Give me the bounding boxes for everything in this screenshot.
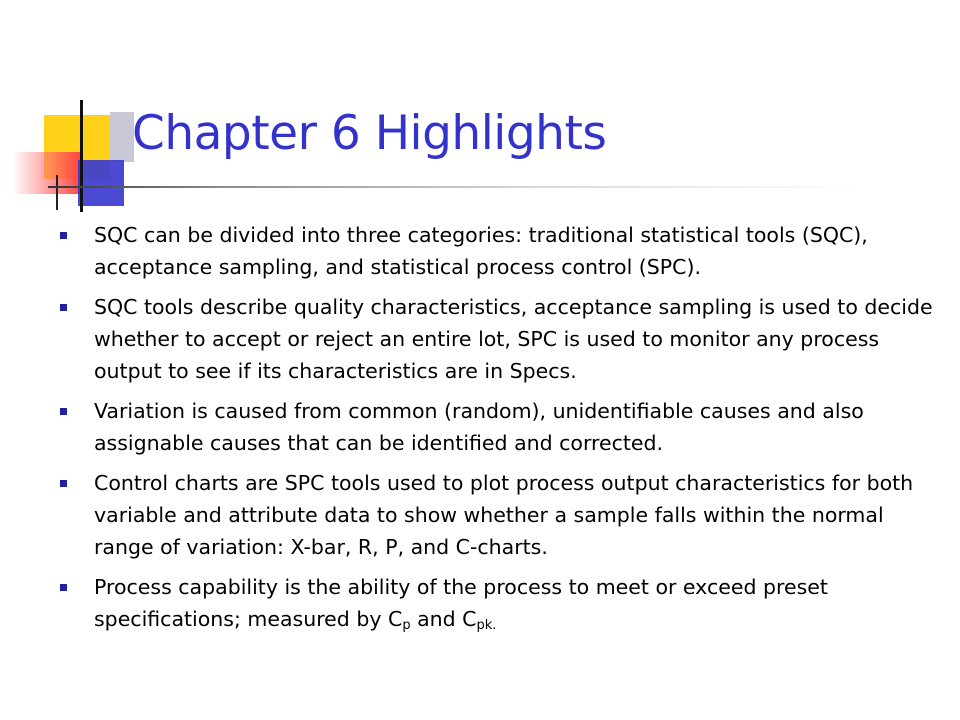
bullet-item [60, 219, 940, 283]
bullet-square-icon [60, 304, 67, 311]
bullet-square-icon [60, 408, 67, 415]
bullet-list [60, 219, 940, 650]
bullet-text: Control charts are SPC tools used to plot process output characteristics for both variable and attribute data to show whether a sample falls within the normal range of variation: X-bar, R, P, and C-charts. [94, 471, 914, 559]
bullet-text: Variation is caused from common (random), unidentifiable causes and also assignable causes that can be identified and corrected. [94, 399, 864, 455]
slide-title: Chapter 6 Highlights [132, 106, 607, 161]
title-underline [48, 186, 860, 188]
bullet-text: SQC tools describe quality characteristics, acceptance sampling is used to decide whether to accept or reject an entire lot, SPC is used to monitor any process output to see if its characteristics are in Specs. [94, 295, 933, 383]
bullet-square-icon [60, 584, 67, 591]
logo-blue-square [78, 160, 124, 206]
bullet-square-icon [60, 232, 67, 239]
bullet-square-icon [60, 480, 67, 487]
bullet-item [60, 571, 940, 642]
subscript-pk: pk. [476, 618, 497, 633]
bullet-item [60, 291, 940, 387]
bullet-text-before: Process capability is the ability of the process to meet or exceed preset specifications; measured by C [94, 575, 828, 631]
bullet-text: SQC can be divided into three categories: traditional statistical tools (SQC), acceptance sampling, and statistical process control (SPC). [94, 223, 868, 279]
logo-vertical-line-short [56, 175, 58, 210]
bullet-item [60, 395, 940, 459]
logo-vertical-line [80, 100, 83, 212]
subscript-p: p [402, 618, 411, 633]
bullet-text-mid: and C [410, 607, 477, 631]
logo-grey-square [110, 112, 134, 162]
bullet-item [60, 467, 940, 563]
